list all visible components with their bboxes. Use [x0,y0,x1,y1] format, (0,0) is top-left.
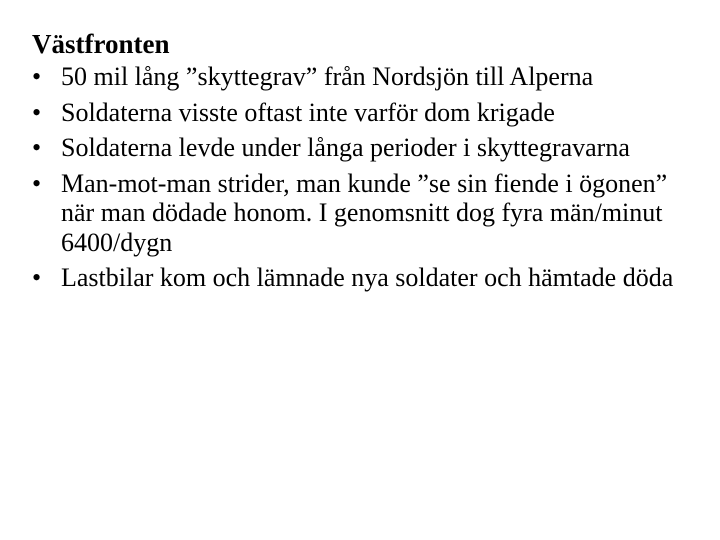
bullet-item [32,98,692,128]
slide-title: Västfronten [32,29,170,59]
bullet-text: Soldaterna visste oftast inte varför dom krigade [61,97,555,127]
bullet-item [32,169,692,258]
bullet-icon: • [32,62,42,91]
bullet-text: Soldaterna levde under långa perioder i skyttegravarna [61,133,630,162]
bullet-icon: • [32,133,42,162]
bullet-icon: • [32,97,42,127]
bullet-text: Lastbilar kom och lämnade nya soldater och hämtade döda [61,263,674,292]
bullet-item [32,133,692,163]
bullet-list [32,62,692,299]
bullet-text: Man-mot-man strider, man kunde ”se sin fiende i ögonen” när man dödade honom. I genomsnitt dog fyra män/minut 6400/dygn [61,168,668,257]
bullet-item [32,263,692,293]
bullet-text: 50 mil lång ”skyttegrav” från Nordsjön till Alperna [61,62,594,91]
bullet-item [32,62,692,92]
bullet-icon: • [32,168,42,198]
bullet-icon: • [32,263,42,292]
